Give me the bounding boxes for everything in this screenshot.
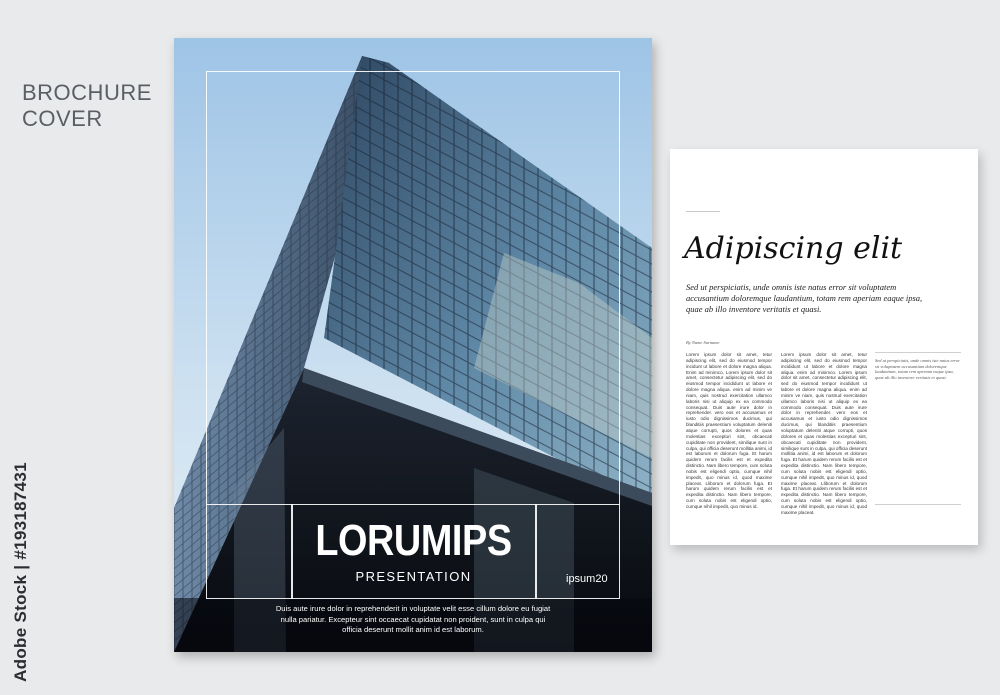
page-top-rule xyxy=(686,211,720,212)
heading-line-1: BROCHURE xyxy=(22,80,152,105)
stock-id-watermark xyxy=(4,462,38,682)
brochure-cover-heading xyxy=(22,80,152,132)
body-column-1: Lorem ipsum dolor sit amet, tetur adipiscing elit, sed do eiusmod tempor incidunt ut labore et dolore magna aliqua. Enim ad minimco. Lorem ipsum dolor sit amet, consectetur adipiscing elit, sed do eiusmod tempor incididunt ut labore et dolore magna aliqua. enim ad minim ve niam, quis nostrud exercitation ullamco laboris nisi ut aliquip ex ea commodo consequat. Duis aute irure dolor in reprehender. vero eos et accusamus et iusto odio dignissimos ducimus, qui blanditiis praesentium voluptatum deleniti atque corrupti, quos dolores et quas molestias excepturi sint, obcaecati cupiditate non provident, similique sunt in culpa, qui officia deserunt mollitia animi, id est laborum et dolorum fuga. Et harum quidem rerum facilis est et expedita distinctio. Nam libero tempore, cum soluta nobis est eligendi optio, cumque nihil impedit, quo minus id, quod maxime placeat. Lliborum et dolorum fuga. Et harum quidem rerum facilis est et expedita distinctio. Nam libero tempore, cum soluta nobis est eligendi optio, cumque nihil impedit, quo minus id. xyxy=(686,352,772,509)
heading-line-2: COVER xyxy=(22,106,103,131)
page-title: Adipiscing elit xyxy=(684,231,903,266)
aside-quote: Sed ut perspiciatis, unde omnis iste natus error sit voluptatem accusantium doloremque laudantium, totam rem aperiam eaque ipsa, quae ab illo inventore veritatis et quasi. xyxy=(875,358,960,380)
cover-divider-right xyxy=(535,504,537,599)
cover-blurb: Duis aute irure dolor in reprehenderit in voluptate velit esse cillum dolore eu fugiat nulla pariatur. Excepteur sint occaecat cupidatat non proident, sunt in culpa qui officia deserunt mollit anim id est laborum. xyxy=(275,604,551,634)
cover-title: LORUMIPS xyxy=(315,516,512,565)
aside-rule-top xyxy=(875,352,961,353)
body-column-2: Lorem ipsum dolor sit amet, tetur adipiscing elit, sed do eiusmod tempor incididunt ut labore et dolore magna aliqua. enim ad minimco. Lorem ipsum dolor sit amet, consectetur adipiscing elit, sed do eiusmod tempor incididunt ut labore et dolore magna aliqua. enim ad minim ve niam, quis nostrud exercitation ullamco laboris nisi ut aliquip ex ea commodo consequat. Duis aute irure dolor in reprehender. vero eos et accusamus et iusto odio dignissimos ducimus, qui blanditiis praesentium voluptatum deleniti atque corrupti, quos dolores et quas molestias excepturi sint, obcaecati cupiditate non provident, similique sunt in culpa, qui officia deserunt mollitia animi, id est laborum et dolorum fuga. Et harum quidem rerum facilis est et expedita distinctio. Nam libero tempore, cum soluta nobis est eligendi optio, cumque nihil impedit, quo minus id, quod maxime placeat. Lliborum et dolorum fuga. Et harum quidem rerum facilis est et expedita distinctio. Nam libero tempore, cum soluta nobis est eligendi optio, cumque nihil impedit, quo minus id, quod maxime placeat. xyxy=(781,352,867,515)
brochure-front-cover xyxy=(174,38,652,652)
brochure-inside-page xyxy=(670,149,978,545)
cover-code: ipsum20 xyxy=(566,573,608,585)
aside-rule-bottom xyxy=(875,504,961,505)
page-lead-paragraph: Sed ut perspiciatis, unde omnis iste natus error sit voluptatem accusantium doloremque laudantium, totam rem aperiam eaque ipsa, quae ab illo inventore veritatis et quasi. xyxy=(686,282,923,314)
stock-id-text: Adobe Stock | #193187431 xyxy=(11,462,31,682)
page-byline: By Name Surname xyxy=(686,340,720,345)
cover-subtitle: PRESENTATION xyxy=(355,569,472,584)
